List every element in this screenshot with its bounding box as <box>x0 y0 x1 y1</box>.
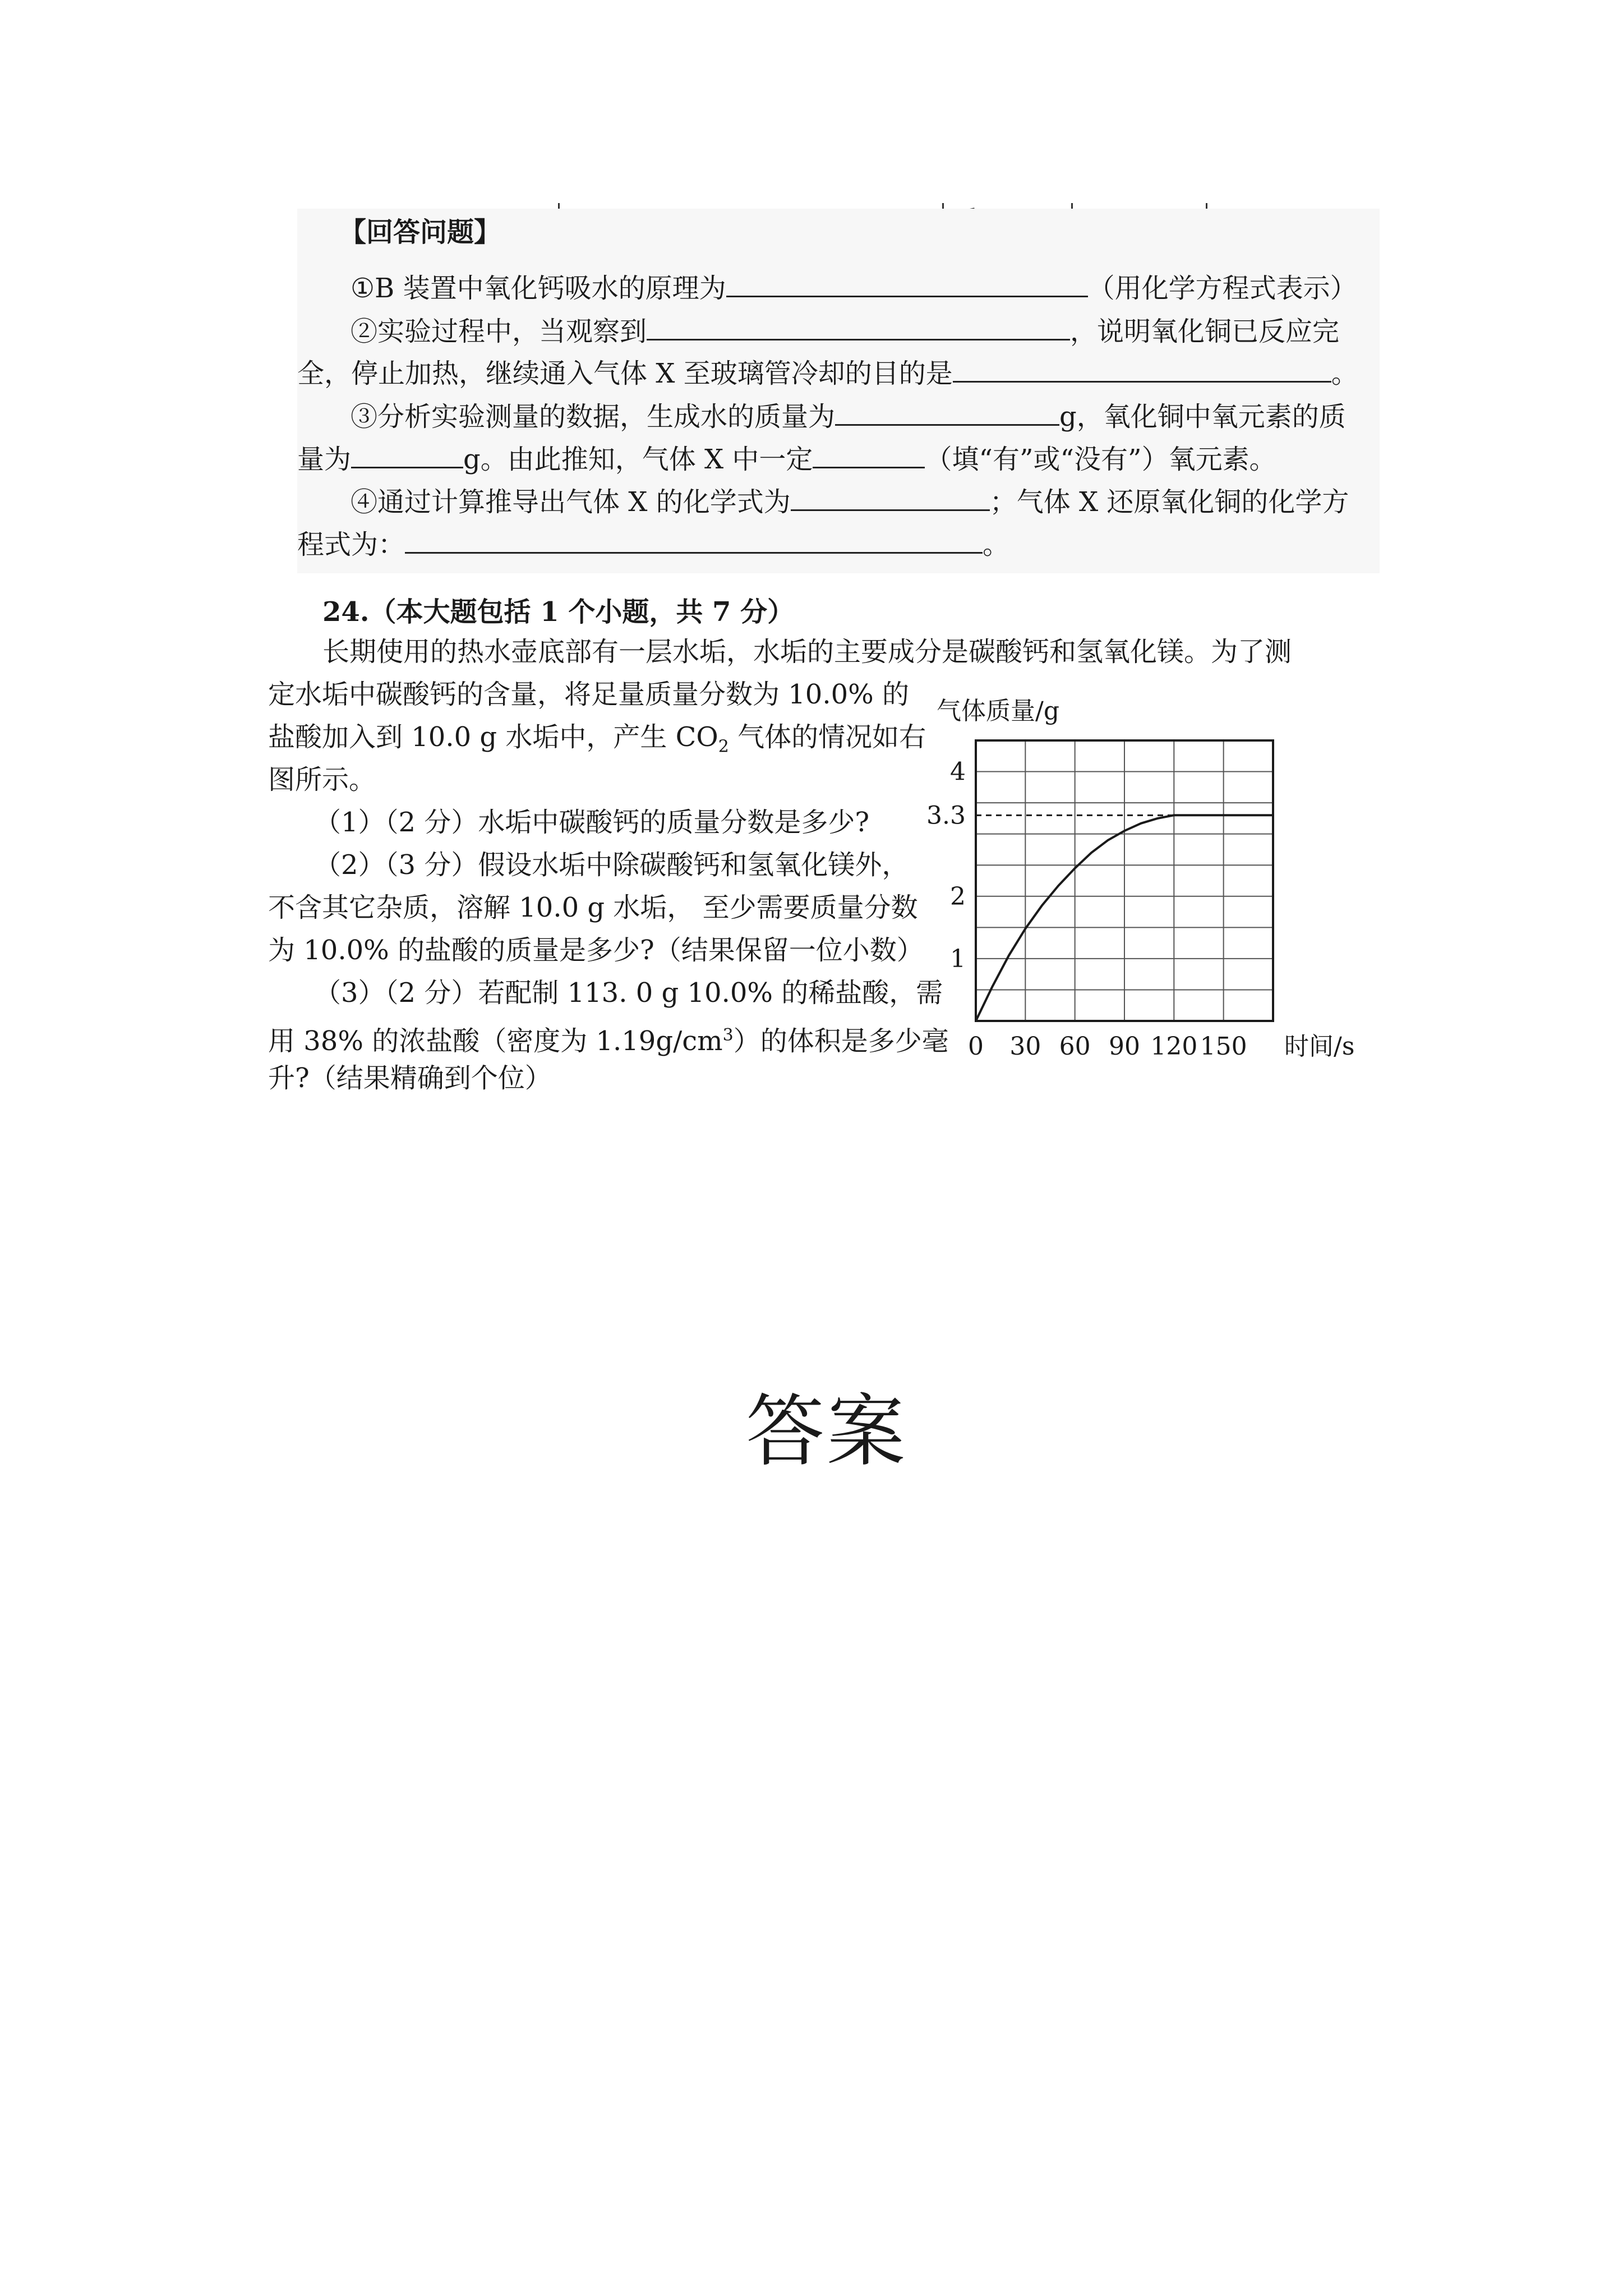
question-2: ②实验过程中，当观察到 ，说明氧化铜已反应完 <box>351 314 1339 348</box>
question-4: ④通过计算推导出气体 X 的化学式为 ；气体 X 还原氧化铜的化学方 <box>351 485 1349 519</box>
question-24-intro-line-4: 图所示。 <box>268 764 376 795</box>
y-tick-label: 1 <box>950 944 966 973</box>
question-3-line-2: 量为 g。由此推知，气体 X 中一定 （填“有”或“没有”）氧元素。 <box>297 442 1276 476</box>
x-axis-label: 时间/s <box>1284 1032 1355 1061</box>
question-24-sub-2-line-1: （2）（3 分）假设水垢中除碳酸钙和氢氧化镁外， <box>314 849 909 881</box>
question-24-sub-3-line-3: 升?（结果精确到个位） <box>268 1062 552 1094</box>
answer-blank-3[interactable] <box>953 356 1331 383</box>
x-tick-label: 0 <box>968 1032 984 1061</box>
answer-blank-7[interactable] <box>791 485 990 511</box>
chart-labels <box>926 697 1354 1061</box>
question-24-intro-line-3: 盐酸加入到 10.0 g 水垢中，产生 $CO_2$ 气体的情况如右 <box>268 721 926 757</box>
x-tick-label: 120 <box>1150 1032 1198 1061</box>
question-24-sub-3-line-1: （3）（2 分）若配制 113. 0 g 10.0% 的稀盐酸，需 <box>314 977 943 1009</box>
question-3: ③分析实验测量的数据，生成水的质量为 g，氧化铜中氧元素的质 <box>351 399 1346 434</box>
answer-blank-2[interactable] <box>647 314 1070 341</box>
answer-blank-8[interactable] <box>405 527 983 554</box>
answer-blank-1[interactable] <box>726 271 1088 297</box>
question-24-title: 24.（本大题包括 1 个小题，共 7 分） <box>322 596 795 628</box>
question-24-sub-1: （1）（2 分）水垢中碳酸钙的质量分数是多少? <box>314 807 870 838</box>
question-24-intro-line-1: 长期使用的热水壶底部有一层水垢，水垢的主要成分是碳酸钙和氢氧化镁。为了测 <box>322 636 1292 668</box>
y-tick-label: 2 <box>950 882 966 911</box>
question-4-line-2: 程式为： 。 <box>297 527 1009 562</box>
x-tick-label: 60 <box>1059 1032 1091 1061</box>
x-tick-label: 150 <box>1200 1032 1247 1061</box>
question-24-sub-3-line-2: 用 38% 的浓盐酸（密度为 $1.19g/cm^3$）的体积是多少毫 <box>268 1025 949 1057</box>
answer-blank-6[interactable] <box>813 442 925 468</box>
y-tick-label: 3.3 <box>926 801 966 830</box>
answer-blank-5[interactable] <box>351 442 463 468</box>
y-tick-label: 4 <box>950 757 966 786</box>
answer-heading: 答案 <box>746 1386 908 1478</box>
chart-grid <box>976 740 1273 1021</box>
question-2-line-2: 全，停止加热，继续通入气体 X 至玻璃管冷却的目的是 。 <box>297 356 1358 390</box>
x-tick-label: 30 <box>1009 1032 1041 1061</box>
question-24-sub-2-line-3: 为 10.0% 的盐酸的质量是多少?（结果保留一位小数） <box>268 935 924 966</box>
answer-blank-4[interactable] <box>835 399 1059 426</box>
question-1: ①B 装置中氧化钙吸水的原理为 （用化学方程式表示） <box>351 271 1357 305</box>
answer-section-title: 【回答问题】 <box>339 217 501 248</box>
question-24-intro-line-2: 定水垢中碳酸钙的含量，将足量质量分数为 10.0% 的 <box>268 679 910 710</box>
gas-mass-vs-time-chart <box>920 684 1368 1077</box>
question-24-sub-2-line-2: 不含其它杂质，溶解 10.0 g 水垢， 至少需要质量分数 <box>268 892 918 923</box>
x-tick-label: 90 <box>1109 1032 1140 1061</box>
y-axis-label: 气体质量/g <box>937 697 1059 725</box>
